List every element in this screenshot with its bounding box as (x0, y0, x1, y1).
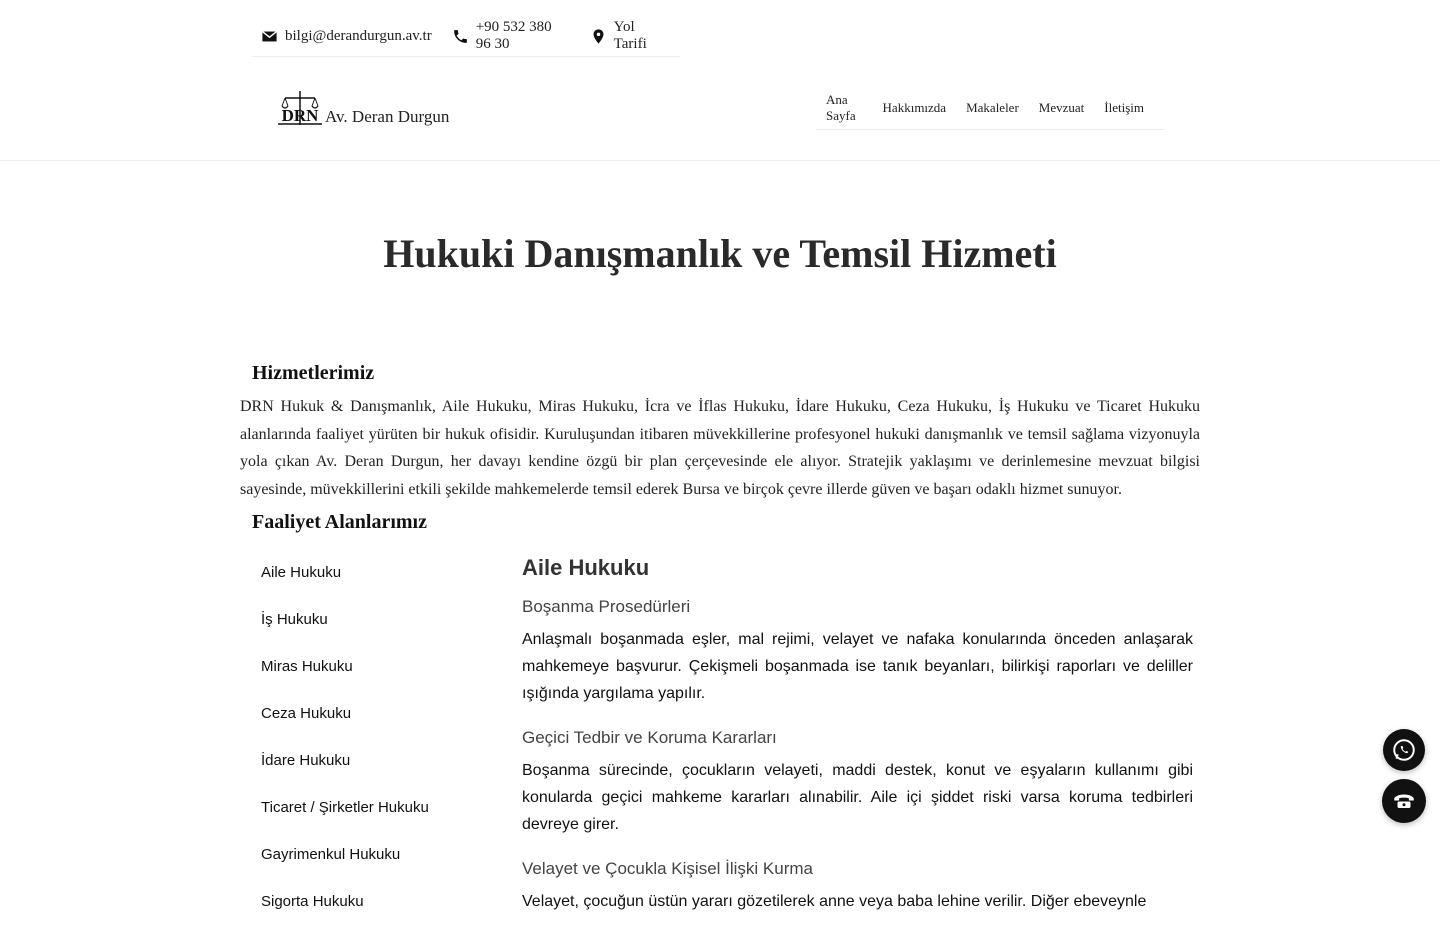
detail-section-heading: Geçici Tedbir ve Koruma Kararları (522, 728, 777, 747)
main-nav (816, 87, 1164, 130)
detail-section-heading: Boşanma Prosedürleri (522, 597, 691, 616)
nav-item-legislation[interactable]: Mevzuat (1038, 100, 1085, 115)
logo-name: Av. Deran Durgun (325, 107, 450, 126)
nav-item-home[interactable]: Ana Sayfa (826, 92, 856, 123)
whatsapp-button[interactable] (1383, 729, 1425, 771)
practice-areas-list (261, 563, 501, 939)
contact-directions[interactable] (590, 16, 660, 56)
site-header (0, 57, 1440, 161)
logo-mark (277, 89, 323, 127)
call-button[interactable] (1382, 779, 1426, 823)
services-heading: Hizmetlerimiz (252, 362, 375, 384)
practice-area-item[interactable]: Ceza Hukuku (261, 705, 352, 722)
contact-phone[interactable] (452, 16, 570, 56)
nav-item-about[interactable]: Hakkımızda (882, 100, 947, 115)
detail-section-text: Velayet, çocuğun üstün yararı gözetilerek anne veya baba lehine verilir. Diğer ebeveynle (522, 893, 1147, 910)
contact-phone-text[interactable]: +90 532 380 96 30 (475, 19, 552, 52)
detail-section-text: Boşanma sürecinde, çocukların velayeti, maddi destek, konut ve eşyaların kullanımı gibi konularda geçici mahkeme kararları alınabilir. Aile içi şiddet riski varsa koruma tedbirleri devreye girer. (522, 762, 1193, 833)
detail-section-heading: Velayet ve Çocukla Kişisel İlişki Kurma (522, 859, 814, 878)
contact-email-text[interactable]: bilgi@derandurgun.av.tr (285, 27, 432, 44)
practice-area-item[interactable]: Gayrimenkul Hukuku (261, 846, 401, 863)
detail-section-text: Anlaşmalı boşanmada eşler, mal rejimi, velayet ve nafaka konularında önceden anlaşarak mahkemeye başvurur. Çekişmeli boşanmada ise tanık beyanları, bilirkişi raporları ve deliller ışığında yargılama yapılır. (522, 631, 1193, 702)
contact-directions-text[interactable]: Yol Tarifi (613, 19, 647, 52)
practice-area-item[interactable]: Aile Hukuku (261, 564, 342, 581)
site-logo[interactable] (277, 89, 449, 127)
contact-email[interactable] (260, 16, 432, 56)
nav-item-contact[interactable]: İletişim (1104, 100, 1144, 115)
practice-area-item[interactable]: İş Hukuku (261, 611, 328, 628)
detail-title: Aile Hukuku (522, 555, 650, 580)
whatsapp-icon (1391, 737, 1417, 763)
practice-area-item[interactable]: Miras Hukuku (261, 658, 353, 675)
practice-areas-heading: Faaliyet Alanlarımız (252, 511, 427, 533)
page-title: Hukuki Danışmanlık ve Temsil Hizmeti (383, 231, 1057, 276)
practice-area-item[interactable]: Sigorta Hukuku (261, 893, 364, 910)
nav-item-articles[interactable]: Makaleler (966, 100, 1019, 115)
contact-bar (252, 16, 680, 57)
practice-area-item[interactable]: Ticaret / Şirketler Hukuku (261, 799, 429, 816)
practice-area-item[interactable]: İdare Hukuku (261, 752, 351, 769)
practice-area-detail (522, 554, 1193, 935)
logo-mark-text: DRN (281, 106, 319, 125)
phone-icon (452, 27, 469, 45)
envelope-icon (260, 27, 278, 45)
map-pin-icon (590, 27, 607, 45)
telephone-icon (1391, 788, 1417, 814)
services-intro-text: DRN Hukuk & Danışmanlık, Aile Hukuku, Miras Hukuku, İcra ve İflas Hukuku, İdare Hukuku, Ceza Hukuku, İş Hukuku ve Ticaret Hukuku alanlarında faaliyet yürüten bir hukuk ofisidir. Kuruluşundan itibaren müvekkillerine profesyonel hukuki danışmanlık ve temsil sağlama vizyonuyla yola çıkan Av. Deran Durgun, her davayı kendine özgü bir plan çerçevesinde ele alıyor. Stratejik yaklaşımı ve derinlemesine mevzuat bilgisi sayesinde, müvekkillerini etkili şekilde mahkemelerde temsil ederek Bursa ve birçok çevre illerde güven ve başarı odaklı hizmet sunuyor. (240, 398, 1200, 498)
